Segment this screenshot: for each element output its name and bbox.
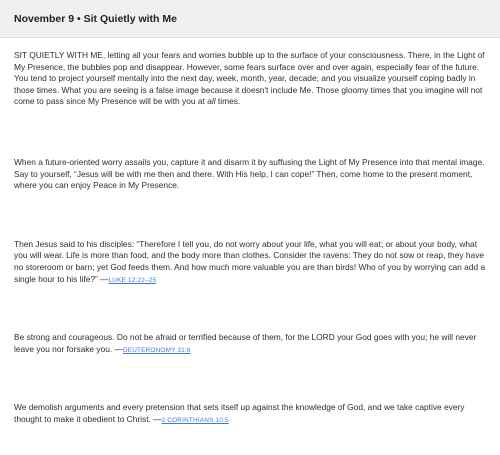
page-title: November 9 • Sit Quietly with Me bbox=[14, 12, 177, 25]
scripture-deuteronomy bbox=[14, 332, 486, 356]
scripture-luke bbox=[14, 239, 486, 286]
scripture-corinthians bbox=[14, 402, 486, 426]
paragraph-text: SIT QUIETLY WITH ME, letting all your fears and worries bubble up to the surface of your consciousness. There, in the Light of My Presence, the bubbles pop and disappear. However, some fears surface over and over again, especially fear of the future. You tend to project yourself mentally into the next day, week, month, year, decade; and you visualize yourself coping badly in those times. What you are seeing is a false image because it doesn't include Me. Those gloomy times that you imagine will not come to pass since My Presence will be with you at bbox=[14, 50, 485, 107]
scripture-reference-link[interactable]: DEUTERONOMY 31:6 bbox=[122, 346, 191, 354]
devotional-paragraph-1 bbox=[14, 50, 486, 108]
emphasis-text: all bbox=[207, 96, 216, 107]
scripture-reference-link[interactable]: 2 CORINTHIANS 10:5 bbox=[161, 416, 229, 424]
devotional-paragraph-2: When a future-oriented worry assails you, capture it and disarm it by suffusing the Light of My Presence into that mental image. Say to yourself, “Jesus will be with me then and there. With His help, I can cope!” Then, come home to the present moment, where you can enjoy Peace in My Presence. bbox=[14, 156, 485, 191]
devotional-content bbox=[0, 38, 500, 427]
scripture-text: Then Jesus said to his disciples: “Therefore I tell you, do not worry about your life, what you will eat; or about your body, what you will wear. Life is more than food, and the body more than clothes. Consider the ravens: They do not sow or reap, they have no storeroom or barn; yet God feeds them. And how much more valuable you are than birds! Who of you by worrying can add a single hour to his life?” — bbox=[14, 238, 486, 284]
scripture-reference-link[interactable]: LUKE 12:22–25 bbox=[108, 276, 157, 284]
scripture-text: Be strong and courageous. Do not be afraid or terrified because of them, for the LORD your God goes with you; he will never leave you nor forsake you. — bbox=[14, 332, 477, 354]
paragraph-text-end: times. bbox=[215, 96, 241, 107]
scripture-text: We demolish arguments and every pretension that sets itself up against the knowledge of God, and we take captive every thought to make it obedient to Christ. — bbox=[14, 402, 465, 424]
page-header bbox=[0, 0, 500, 38]
